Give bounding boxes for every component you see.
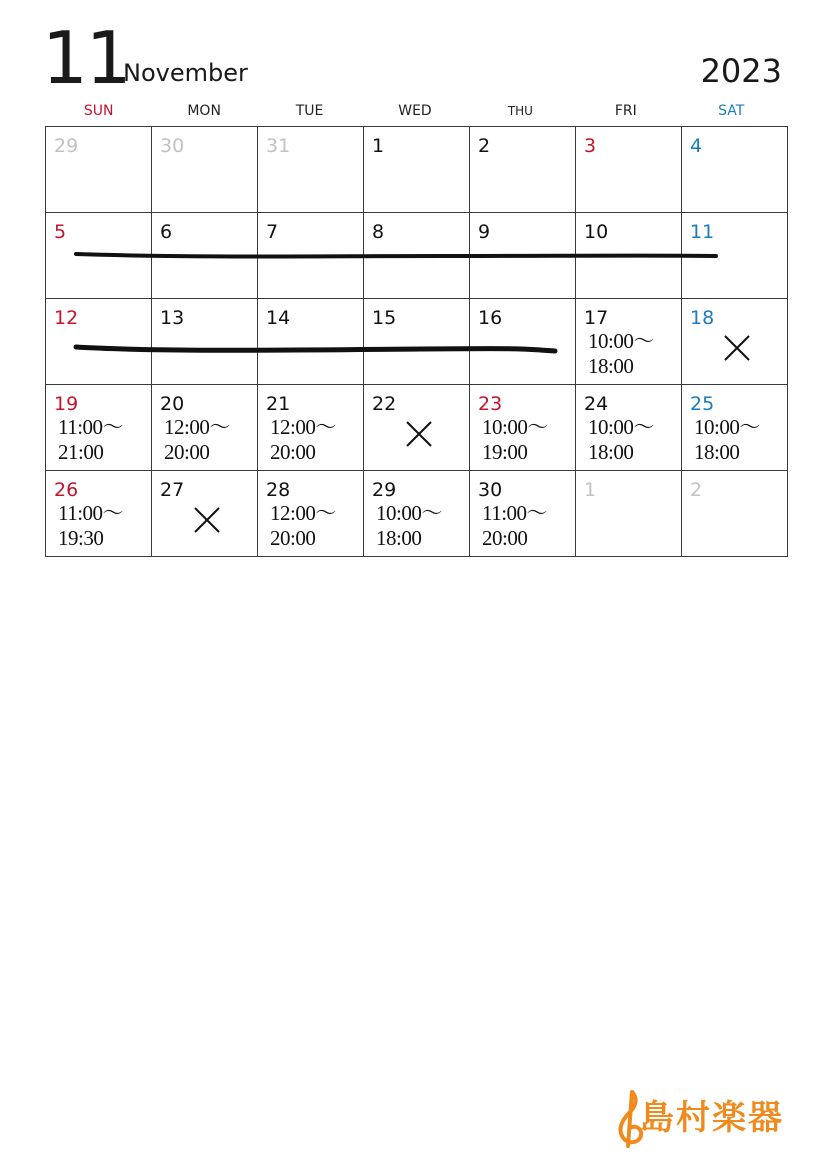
closed-cross-icon	[404, 419, 434, 449]
day-number: 29	[372, 479, 397, 501]
day-number: 18	[690, 307, 715, 329]
calendar-day-cell	[152, 471, 258, 557]
day-number: 21	[266, 393, 291, 415]
calendar-day-cell	[152, 213, 258, 299]
day-number: 7	[266, 221, 279, 243]
calendar-day-cell	[682, 127, 788, 213]
calendar-week	[46, 385, 788, 471]
calendar-day-cell	[46, 213, 152, 299]
day-number: 4	[690, 135, 703, 157]
calendar-week	[46, 471, 788, 557]
day-number: 17	[584, 307, 609, 329]
calendar-day-cell	[258, 213, 364, 299]
business-hours: 12:00～ 20:00	[164, 415, 230, 464]
calendar-day-cell	[46, 385, 152, 471]
business-hours: 11:00～ 21:00	[58, 415, 124, 464]
calendar-day-cell	[258, 385, 364, 471]
weekday-tue: TUE	[295, 103, 324, 119]
business-hours: 10:00～ 18:00	[588, 329, 654, 378]
calendar-day-cell	[470, 471, 576, 557]
calendar-week	[46, 127, 788, 213]
business-hours: 11:00～ 19:30	[58, 501, 124, 550]
calendar-day-cell	[152, 299, 258, 385]
day-number: 5	[54, 221, 67, 243]
day-number: 1	[584, 479, 597, 501]
business-hours: 12:00～ 20:00	[270, 501, 336, 550]
calendar-day-cell	[364, 127, 470, 213]
calendar-day-cell	[46, 127, 152, 213]
day-number: 27	[160, 479, 185, 501]
day-number: 2	[690, 479, 703, 501]
calendar-day-cell	[576, 127, 682, 213]
day-number: 25	[690, 393, 715, 415]
day-number: 31	[266, 135, 291, 157]
calendar-day-cell	[470, 127, 576, 213]
calendar-day-cell	[682, 299, 788, 385]
day-number: 1	[372, 135, 385, 157]
month-name: November	[123, 59, 248, 87]
calendar-day-cell	[258, 127, 364, 213]
weekday-mon: MON	[187, 103, 221, 119]
day-number: 13	[160, 307, 185, 329]
day-number: 20	[160, 393, 185, 415]
calendar-grid	[45, 126, 788, 557]
day-number: 8	[372, 221, 385, 243]
closed-cross-icon	[722, 333, 752, 363]
day-number: 11	[690, 221, 715, 243]
day-number: 12	[54, 307, 79, 329]
business-hours: 10:00～ 18:00	[588, 415, 654, 464]
day-number: 22	[372, 393, 397, 415]
day-number: 15	[372, 307, 397, 329]
calendar-day-cell	[364, 471, 470, 557]
calendar-day-cell	[682, 385, 788, 471]
calendar-day-cell	[470, 213, 576, 299]
calendar-day-cell	[364, 299, 470, 385]
day-number: 26	[54, 479, 79, 501]
day-number: 23	[478, 393, 503, 415]
calendar-day-cell	[576, 471, 682, 557]
calendar-day-cell	[470, 385, 576, 471]
calendar-day-cell	[46, 299, 152, 385]
calendar-week	[46, 299, 788, 385]
calendar-day-cell	[576, 299, 682, 385]
weekday-fri: FRI	[614, 103, 637, 119]
brand-name: 島村楽器	[640, 1098, 784, 1138]
day-number: 16	[478, 307, 503, 329]
treble-clef-icon	[620, 1092, 641, 1146]
month-number: 11	[42, 16, 130, 100]
calendar-day-cell	[364, 385, 470, 471]
weekday-sat: SAT	[718, 103, 745, 119]
business-hours: 10:00～ 18:00	[376, 501, 442, 550]
day-number: 19	[54, 393, 79, 415]
day-number: 30	[478, 479, 503, 501]
day-number: 14	[266, 307, 291, 329]
day-number: 30	[160, 135, 185, 157]
year: 2023	[700, 52, 782, 90]
day-number: 2	[478, 135, 491, 157]
day-number: 6	[160, 221, 173, 243]
closed-cross-icon	[192, 505, 222, 535]
calendar-day-cell	[470, 299, 576, 385]
calendar-day-cell	[682, 471, 788, 557]
weekday-wed: WED	[398, 103, 432, 119]
business-hours: 11:00～ 20:00	[482, 501, 548, 550]
calendar-day-cell	[258, 471, 364, 557]
business-hours: 10:00～ 19:00	[482, 415, 548, 464]
calendar-day-cell	[152, 385, 258, 471]
day-number: 3	[584, 135, 597, 157]
calendar-day-cell	[576, 213, 682, 299]
day-number: 9	[478, 221, 491, 243]
day-number: 24	[584, 393, 609, 415]
weekday-header	[46, 100, 784, 122]
day-number: 29	[54, 135, 79, 157]
calendar-week	[46, 213, 788, 299]
weekday-thu: THU	[507, 104, 533, 118]
calendar-day-cell	[364, 213, 470, 299]
business-hours: 12:00～ 20:00	[270, 415, 336, 464]
calendar-day-cell	[682, 213, 788, 299]
weekday-sun: SUN	[83, 103, 114, 119]
calendar-day-cell	[46, 471, 152, 557]
business-hours: 10:00～ 18:00	[694, 415, 760, 464]
calendar-day-cell	[152, 127, 258, 213]
calendar-day-cell	[258, 299, 364, 385]
calendar-day-cell	[576, 385, 682, 471]
day-number: 28	[266, 479, 291, 501]
day-number: 10	[584, 221, 609, 243]
